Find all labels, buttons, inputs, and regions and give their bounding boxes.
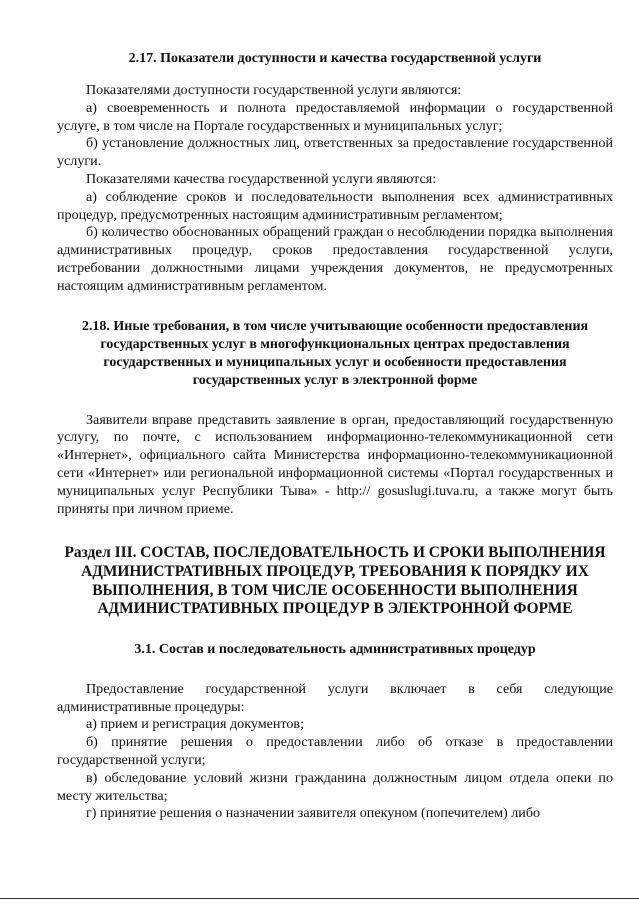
paragraph-3-1-b: б) принятие решения о предоставлении либо об отказе в предоставлении государственной услуги; bbox=[57, 734, 613, 768]
paragraph-3-1-g: г) принятие решения о назначении заявителя опекуном (попечителем) либо bbox=[86, 805, 541, 822]
heading-2-18: 2.18. Иные требования, в том числе учитывающие особенности предоставления государственных услуг в многофункциональных центрах предоставления государственных и муниципальных услуг и особенности предоставления государственных услуг в электронной форме bbox=[81, 318, 589, 388]
paragraph-2-18: Заявители вправе представить заявление в орган, предоставляющий государственную услугу, по почте, с использованием информационно-телекоммуникационной сети «Интернет», официального сайта Министерства информационно-телекоммуникационной сети «Интернет» или региональной информационной системы «Портал государственных и муниципальных услуг Республики Тыва» - http:// gosuslugi.tuva.ru, а также могут быть приняты при личном приеме. bbox=[57, 411, 613, 517]
heading-2-17: 2.17. Показатели доступности и качества государственной услуги bbox=[128, 51, 542, 66]
paragraph-accessibility-a: а) своевременность и полнота предоставляемой информации о государственной услуге, в том числе на Портале государственных и муниципальных услуг; bbox=[57, 99, 613, 134]
paragraph-quality-a: а) соблюдение сроков и последовательности выполнения всех административных процедур, предусмотренных настоящим административным регламентом; bbox=[57, 188, 613, 223]
paragraph-3-1-v: в) обследование условий жизни гражданина должностным лицом отдела опеки по месту жительства; bbox=[57, 769, 613, 804]
page-bottom-rule bbox=[0, 898, 639, 899]
section-3-title: Раздел III. СОСТАВ, ПОСЛЕДОВАТЕЛЬНОСТЬ И СРОКИ ВЫПОЛНЕНИЯ АДМИНИСТРАТИВНЫХ ПРОЦЕДУР, ТРЕБОВАНИЯ К ПОРЯДКУ ИХ ВЫПОЛНЕНИЯ, В ТОМ ЧИСЛЕ ОСОБЕННОСТИ ВЫПОЛНЕНИЯ АДМИНИСТРАТИВНЫХ ПРОЦЕДУР В ЭЛЕКТРОННОЙ ФОРМЕ bbox=[64, 544, 606, 618]
heading-3-1: 3.1. Состав и последовательность административных процедур bbox=[134, 641, 536, 657]
document-body bbox=[57, 50, 613, 823]
paragraph-3-1-a: а) прием и регистрация документов; bbox=[86, 716, 305, 733]
paragraph-accessibility-b: б) установление должностных лиц, ответственных за предоставление государственной услуги. bbox=[57, 135, 613, 170]
paragraph-accessibility-intro: Показателями доступности государственной услуги являются: bbox=[86, 82, 462, 98]
paragraph-3-1-intro: Предоставление государственной услуги включает в себя следующие административные процедуры: bbox=[57, 680, 613, 715]
paragraph-quality-intro: Показателями качества государственной услуги являются: bbox=[86, 170, 437, 187]
paragraph-quality-b: б) количество обоснованных обращений граждан о несоблюдении порядка выполнения административных процедур, сроков предоставления государственной услуги, истребовании должностными лицами учреждения документов, не предусмотренных настоящим административным регламентом. bbox=[57, 224, 613, 294]
